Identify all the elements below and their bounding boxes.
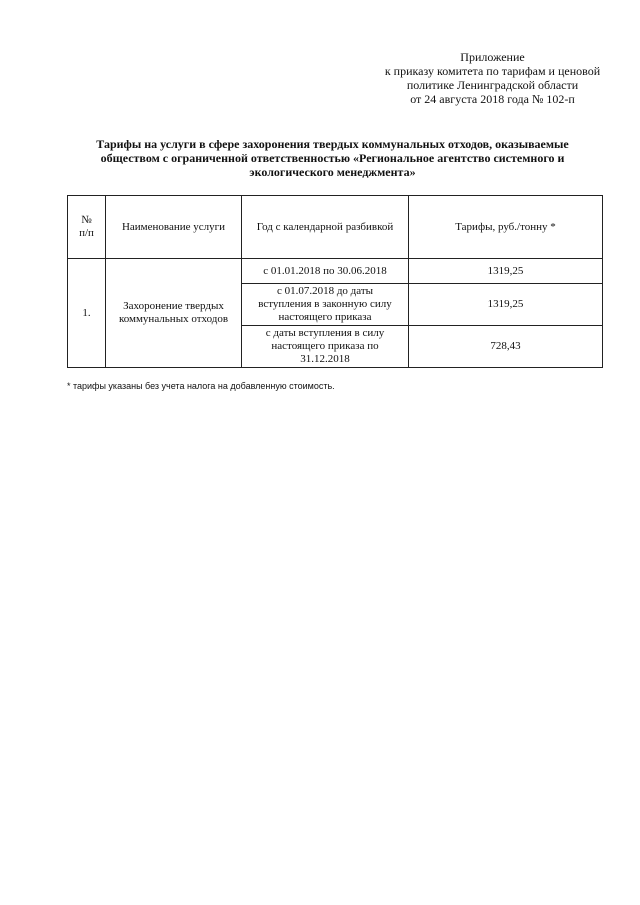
appendix-line: Приложение [460,50,525,64]
header-tariff: Тарифы, руб./тонну * [409,196,603,259]
header-num-line1: № [81,214,92,226]
title-line: экологического менеджмента» [249,165,416,179]
appendix-line: к приказу комитета по тарифам и ценовой [384,64,601,78]
row-num: 1. [68,259,106,368]
period-line: с 01.07.2018 до даты [276,285,374,297]
period-cell [242,259,409,284]
appendix-line: политике Ленинградской области [406,78,579,92]
header-period: Год с календарной разбивкой [242,196,409,259]
table-row [68,259,603,284]
header-num [68,196,106,259]
period-line: настоящего приказа [278,311,372,323]
document-title [60,137,605,179]
tariffs-table [67,195,603,368]
tariff-value: 1319,25 [409,284,603,326]
title-line: Тарифы на услуги в сфере захоронения твердых коммунальных отходов, оказываемые [96,137,569,151]
period-line: 31.12.2018 [300,353,350,365]
period-line: настоящего приказа по [271,340,379,352]
header-service: Наименование услуги [106,196,242,259]
appendix-line: от 24 августа 2018 года № 102-п [410,92,575,106]
period-cell [242,326,409,368]
header-num-line2: п/п [79,227,94,239]
tariff-value: 728,43 [409,326,603,368]
period-line: вступления в законную силу [258,298,392,310]
period-line: с даты вступления в силу [265,327,385,339]
appendix-header [345,50,640,106]
period-cell [242,284,409,326]
title-line: обществом с ограниченной ответственностью «Региональное агентство системного и [100,151,565,165]
period-line: с 01.01.2018 по 30.06.2018 [263,264,387,277]
table-header-row [68,196,603,259]
service-line1: Захоронение твердых [123,300,224,312]
row-service [106,259,242,368]
tariff-value: 1319,25 [409,259,603,284]
service-line2: коммунальных отходов [118,313,229,325]
footnote: * тарифы указаны без учета налога на добавленную стоимость. [67,381,335,391]
